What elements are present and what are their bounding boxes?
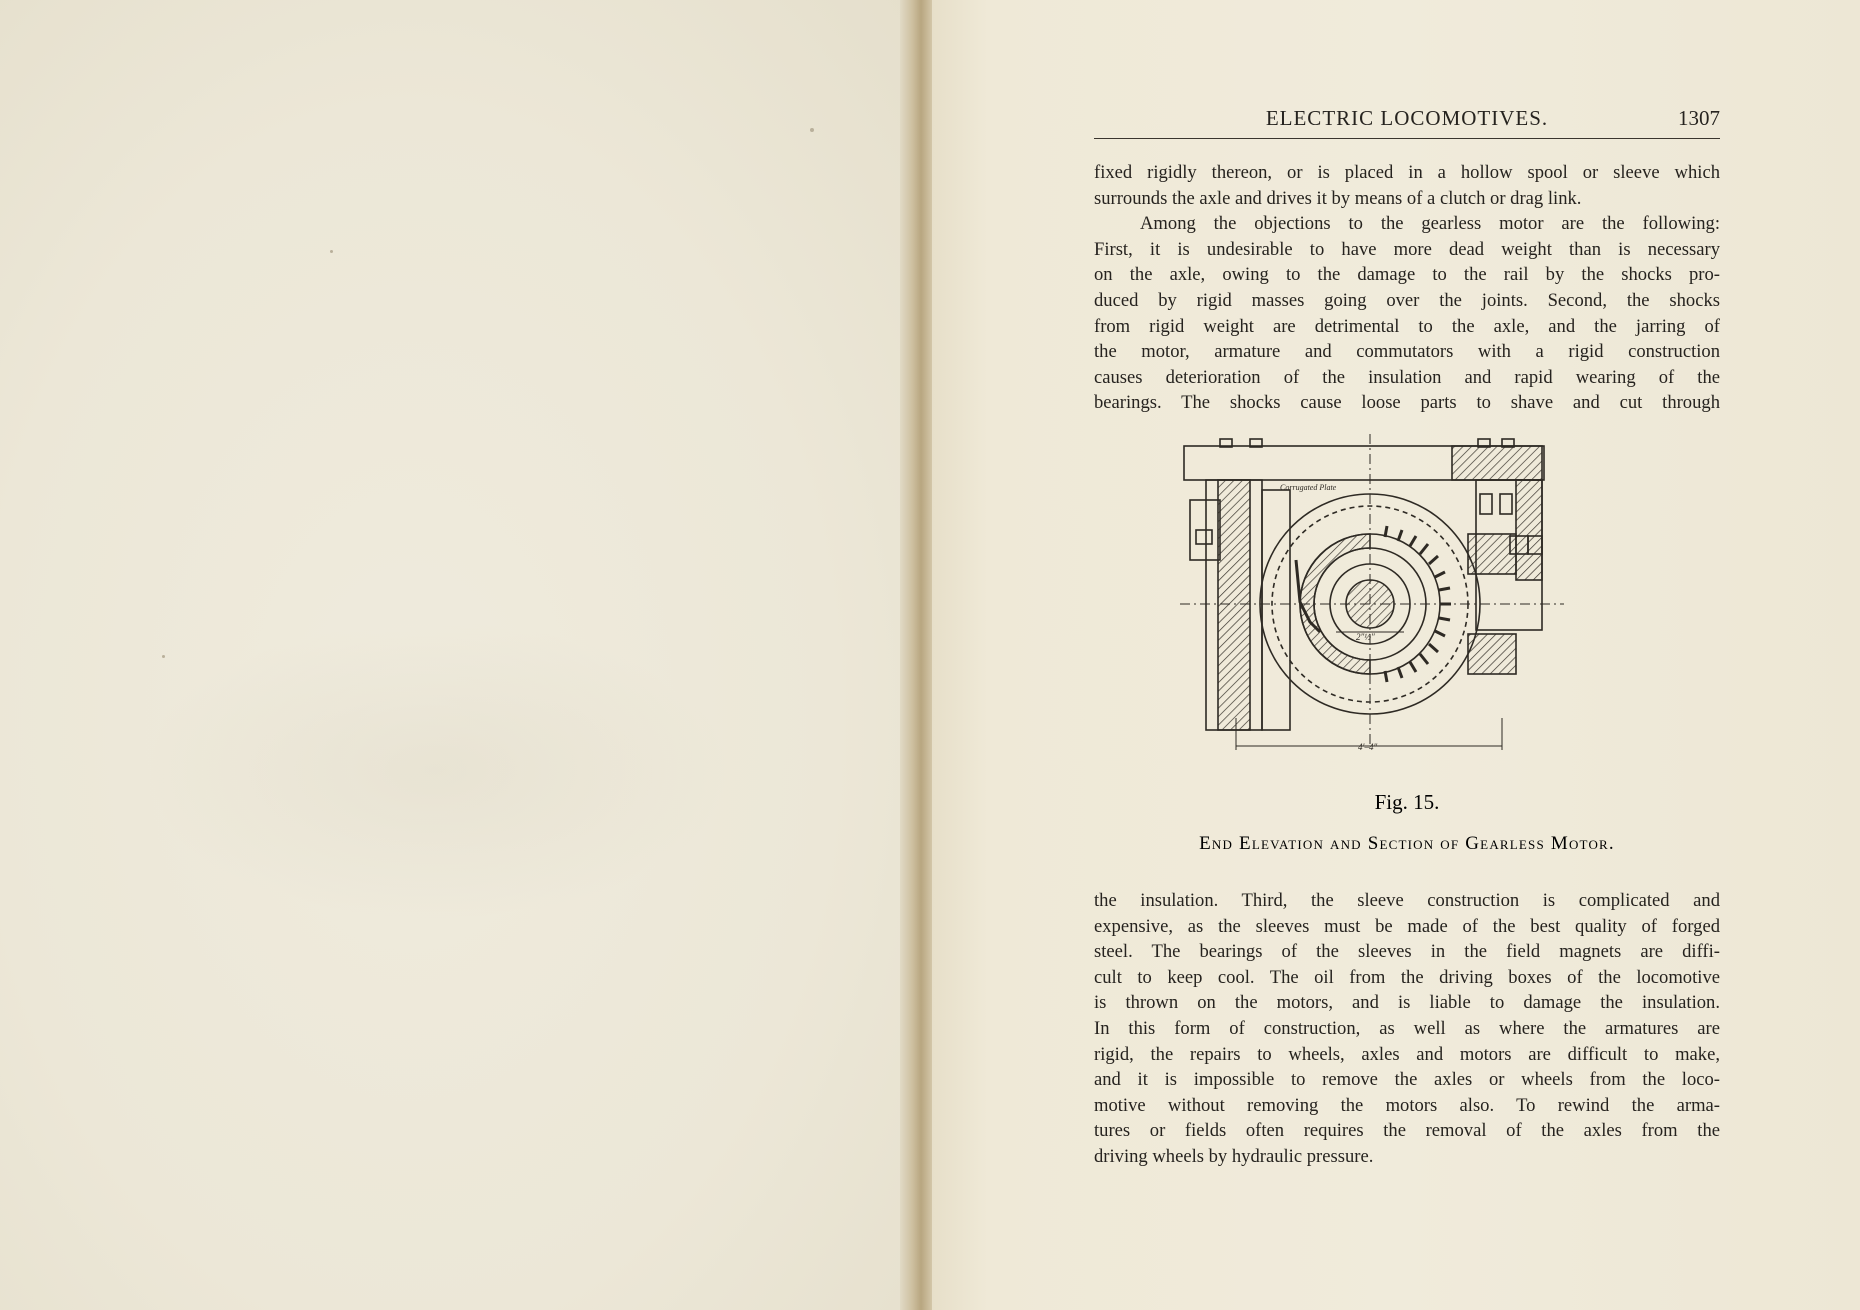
text-line: steel. The bearings of the sleeves in the field magnets are diffi- <box>1094 941 1720 963</box>
dimension-width: 4′–4″ <box>1358 742 1378 752</box>
running-head <box>1094 106 1720 136</box>
text-line: on the axle, owing to the damage to the rail by the shocks pro- <box>1094 264 1720 286</box>
paper-speck <box>810 128 814 132</box>
header-rule <box>1094 138 1720 139</box>
page-number: 1307 <box>1678 106 1720 130</box>
text-line: the insulation. Third, the sleeve construction is complicated and <box>1094 890 1720 911</box>
bleed-through-shadow <box>140 620 730 920</box>
text-line: In this form of construction, as well as where the armatures are <box>1094 1017 1720 1039</box>
text-line: the motor, armature and commutators with a rigid construction <box>1094 341 1720 363</box>
text-line: duced by rigid masses going over the joints. Second, the shocks <box>1094 289 1720 311</box>
text-line: expensive, as the sleeves must be made of the best quality of forged <box>1094 915 1720 937</box>
text-line: bearings. The shocks cause loose parts to shave and cut through <box>1094 392 1720 414</box>
figure-caption: End Elevation and Section of Gearless Motor. <box>1199 833 1615 854</box>
text-line: First, it is undesirable to have more dead weight than is necessary <box>1094 238 1720 260</box>
text-line: Among the objections to the gearless motor are the following: <box>1140 213 1720 235</box>
text-line: causes deterioration of the insulation and rapid wearing of the <box>1094 366 1720 388</box>
frame-beam-hatched <box>1452 446 1542 480</box>
paragraph-2 <box>1094 888 1720 1170</box>
text-line: from rigid weight are detrimental to the axle, and the jarring of <box>1094 315 1720 337</box>
text-line: surrounds the axle and drives it by means of a clutch or drag link. <box>1094 187 1582 209</box>
field-pole-bottom <box>1468 634 1516 674</box>
text-line: fixed rigidly thereon, or is placed in a hollow spool or sleeve which <box>1094 162 1720 183</box>
gearless-motor-drawing <box>1180 432 1640 797</box>
text-line: cult to keep cool. The oil from the driving boxes of the locomotive <box>1094 966 1720 988</box>
paragraph-1 <box>1094 160 1720 416</box>
paper-speck <box>330 250 333 253</box>
plate-annotation: Corrugated Plate <box>1280 483 1337 492</box>
figure-label: Fig. 15. <box>1374 790 1440 814</box>
text-line: and it is impossible to remove the axles or wheels from the loco- <box>1094 1069 1720 1091</box>
paper-speck <box>162 655 165 658</box>
left-page-blank <box>0 0 912 1310</box>
dimension-axle: 2″½″ <box>1356 632 1375 642</box>
running-head-title: ELECTRIC LOCOMOTIVES. <box>1265 106 1549 130</box>
text-line: motive without removing the motors also. To rewind the arma- <box>1094 1094 1720 1116</box>
text-line: rigid, the repairs to wheels, axles and motors are difficult to make, <box>1094 1043 1720 1065</box>
text-line: driving wheels by hydraulic pressure. <box>1094 1145 1374 1167</box>
text-line: is thrown on the motors, and is liable to damage the insulation. <box>1094 992 1720 1014</box>
text-line: tures or fields often requires the removal of the axles from the <box>1094 1120 1720 1142</box>
field-pole-top <box>1468 534 1516 574</box>
